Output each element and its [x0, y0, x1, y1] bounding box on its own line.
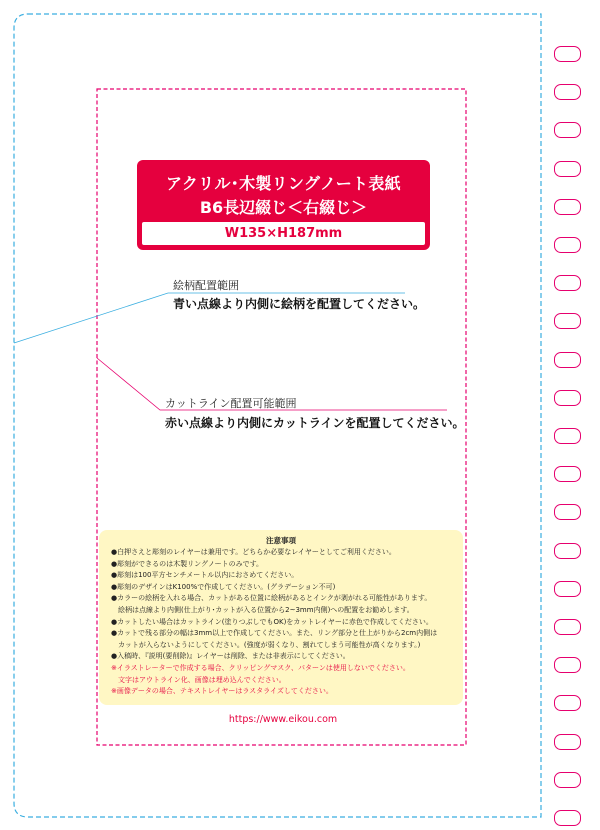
- design-area-text: 青い点線より内側に絵柄を配置してください。: [173, 297, 426, 311]
- note-line: ●彫刻は100平方センチメートル以内におさめてください。: [111, 571, 299, 580]
- title-line-1: アクリル･木製リングノート表紙: [166, 174, 401, 193]
- design-area-heading: 絵柄配置範囲: [173, 279, 239, 292]
- ring-hole: [554, 84, 581, 100]
- website-url: https://www.eikou.com: [228, 714, 338, 725]
- note-warning-line: ※イラストレーターで作成する場合、クリッピングマスク、パターンは使用しないでください。: [111, 664, 410, 672]
- note-warning-line: 文字はアウトライン化、画像は埋め込んでください。: [111, 675, 286, 684]
- ring-hole: [554, 543, 581, 559]
- ring-hole: [554, 46, 581, 62]
- cut-area-heading: カットライン配置可能範囲: [165, 397, 297, 410]
- ring-hole: [554, 313, 581, 329]
- note-line: ●彫刻ができるのは木製リングノートのみです。: [111, 559, 264, 568]
- ring-hole: [554, 466, 581, 482]
- ring-hole: [554, 504, 581, 520]
- ring-hole: [554, 199, 581, 215]
- note-line: ●入稿時、『説明(要削除)』レイヤーは削除、または非表示にしてください。: [111, 652, 350, 661]
- title-box: [137, 160, 430, 250]
- ring-hole: [554, 275, 581, 291]
- ring-hole: [554, 161, 581, 177]
- ring-hole: [554, 428, 581, 444]
- ring-hole: [554, 695, 581, 711]
- note-line: カットが入らないようにしてください。(強度が弱くなり、割れてしまう可能性が高くなります。): [111, 640, 421, 649]
- note-line: ●カラーの絵柄を入れる場合、カットがある位置に絵柄があるとインクが剥がれる可能性があります。: [111, 594, 432, 603]
- note-line: ●彫刻のデザインはK100%で作成してください。(グラデーション不可): [111, 582, 336, 591]
- ring-hole: [554, 657, 581, 673]
- ring-hole: [554, 390, 581, 406]
- title-line-2: B6長辺綴じ＜右綴じ＞: [199, 198, 368, 217]
- note-line: ●カットで残る部分の幅は3mm以上で作成してください。また、リング部分と仕上がりから2cm内側は: [111, 629, 438, 638]
- size-label: W135×H187mm: [142, 222, 425, 245]
- ring-hole: [554, 352, 581, 368]
- ring-hole: [554, 810, 581, 826]
- note-warning-line: ※画像データの場合、テキストレイヤーはラスタライズしてください。: [111, 687, 333, 696]
- ring-hole: [554, 619, 581, 635]
- ring-hole: [554, 122, 581, 138]
- notes-title: 注意事項: [266, 536, 296, 545]
- note-line: 絵柄は点線より内側(仕上がり･カットが入る位置から2~3mm内側)への配置をお勧めします。: [111, 606, 414, 614]
- ring-hole: [554, 581, 581, 597]
- notes-panel: [99, 530, 463, 705]
- ring-hole: [554, 772, 581, 788]
- ring-hole: [554, 734, 581, 750]
- cut-area-text: 赤い点線より内側にカットラインを配置してください。: [165, 416, 465, 430]
- note-line: ●白押さえと彫刻のレイヤーは兼用です。どちらか必要なレイヤーとしてご利用ください。: [111, 548, 396, 556]
- note-line: ●カットしたい場合はカットライン(塗りつぶしでもOK)をカットレイヤーに赤色で作成してください。: [111, 617, 433, 626]
- ring-hole: [554, 237, 581, 253]
